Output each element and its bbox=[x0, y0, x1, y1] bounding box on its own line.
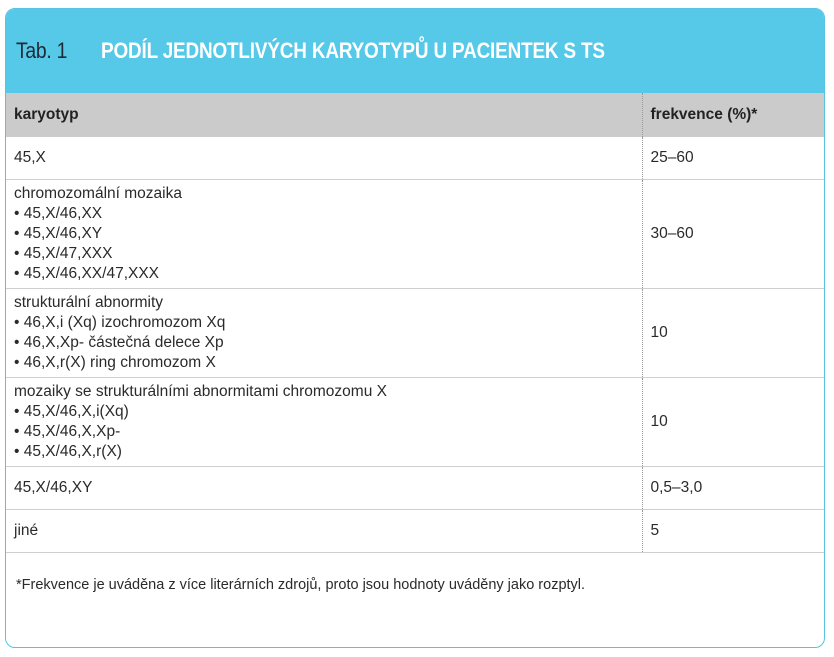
frequency-cell: 5 bbox=[642, 510, 824, 553]
karyotype-title: 45,X bbox=[14, 149, 46, 166]
frequency-cell: 10 bbox=[642, 289, 824, 378]
table-row bbox=[6, 180, 824, 289]
table-row bbox=[6, 137, 824, 180]
karyotype-cell bbox=[6, 378, 642, 467]
table-row bbox=[6, 378, 824, 467]
table-footnote: *Frekvence je uváděna z více literárních zdrojů, proto jsou hodnoty uváděny jako rozptyl. bbox=[16, 577, 586, 593]
karyotype-item: • 45,X/46,X,i(Xq) bbox=[14, 402, 634, 422]
table-row bbox=[6, 510, 824, 553]
karyotype-item: • 45,X/46,XX/47,XXX bbox=[14, 264, 634, 284]
karyotype-cell bbox=[6, 180, 642, 289]
table-row bbox=[6, 289, 824, 378]
karyotype-item: • 45,X/46,X,Xp- bbox=[14, 422, 634, 442]
karyotype-table bbox=[6, 93, 824, 553]
karyotype-item: • 46,X,r(X) ring chromozom X bbox=[14, 353, 634, 373]
karyotype-cell bbox=[6, 467, 642, 510]
column-header-row bbox=[6, 93, 824, 137]
karyotype-item: • 45,X/47,XXX bbox=[14, 244, 634, 264]
karyotype-item: • 46,X,i (Xq) izochromozom Xq bbox=[14, 313, 634, 333]
frequency-cell: 10 bbox=[642, 378, 824, 467]
frequency-cell: 30–60 bbox=[642, 180, 824, 289]
karyotype-title: 45,X/46,XY bbox=[14, 479, 93, 496]
karyotype-title: strukturální abnormity bbox=[14, 294, 164, 311]
karyotype-item: • 46,X,Xp- částečná delece Xp bbox=[14, 333, 634, 353]
karyotype-cell bbox=[6, 510, 642, 553]
karyotype-item: • 45,X/46,XX bbox=[14, 204, 634, 224]
karyotype-title: jiné bbox=[14, 522, 39, 539]
karyotype-item: • 45,X/46,XY bbox=[14, 224, 634, 244]
karyotype-cell bbox=[6, 289, 642, 378]
karyotype-title: mozaiky se strukturálními abnormitami chromozomu X bbox=[14, 383, 387, 400]
table-number: Tab. 1 bbox=[16, 38, 68, 63]
column-header-karyotype: karyotyp bbox=[6, 93, 642, 137]
karyotype-item: • 45,X/46,X,r(X) bbox=[14, 442, 634, 462]
column-header-frequency: frekvence (%)* bbox=[642, 93, 824, 137]
karyotype-cell bbox=[6, 137, 642, 180]
table-row bbox=[6, 467, 824, 510]
karyotype-title: chromozomální mozaika bbox=[14, 185, 182, 202]
frequency-cell: 25–60 bbox=[642, 137, 824, 180]
frequency-cell: 0,5–3,0 bbox=[642, 467, 824, 510]
table-frame bbox=[5, 8, 825, 648]
table-header bbox=[6, 9, 824, 93]
table-title: PODÍL JEDNOTLIVÝCH KARYOTYPŮ U PACIENTEK S TS bbox=[101, 38, 605, 63]
